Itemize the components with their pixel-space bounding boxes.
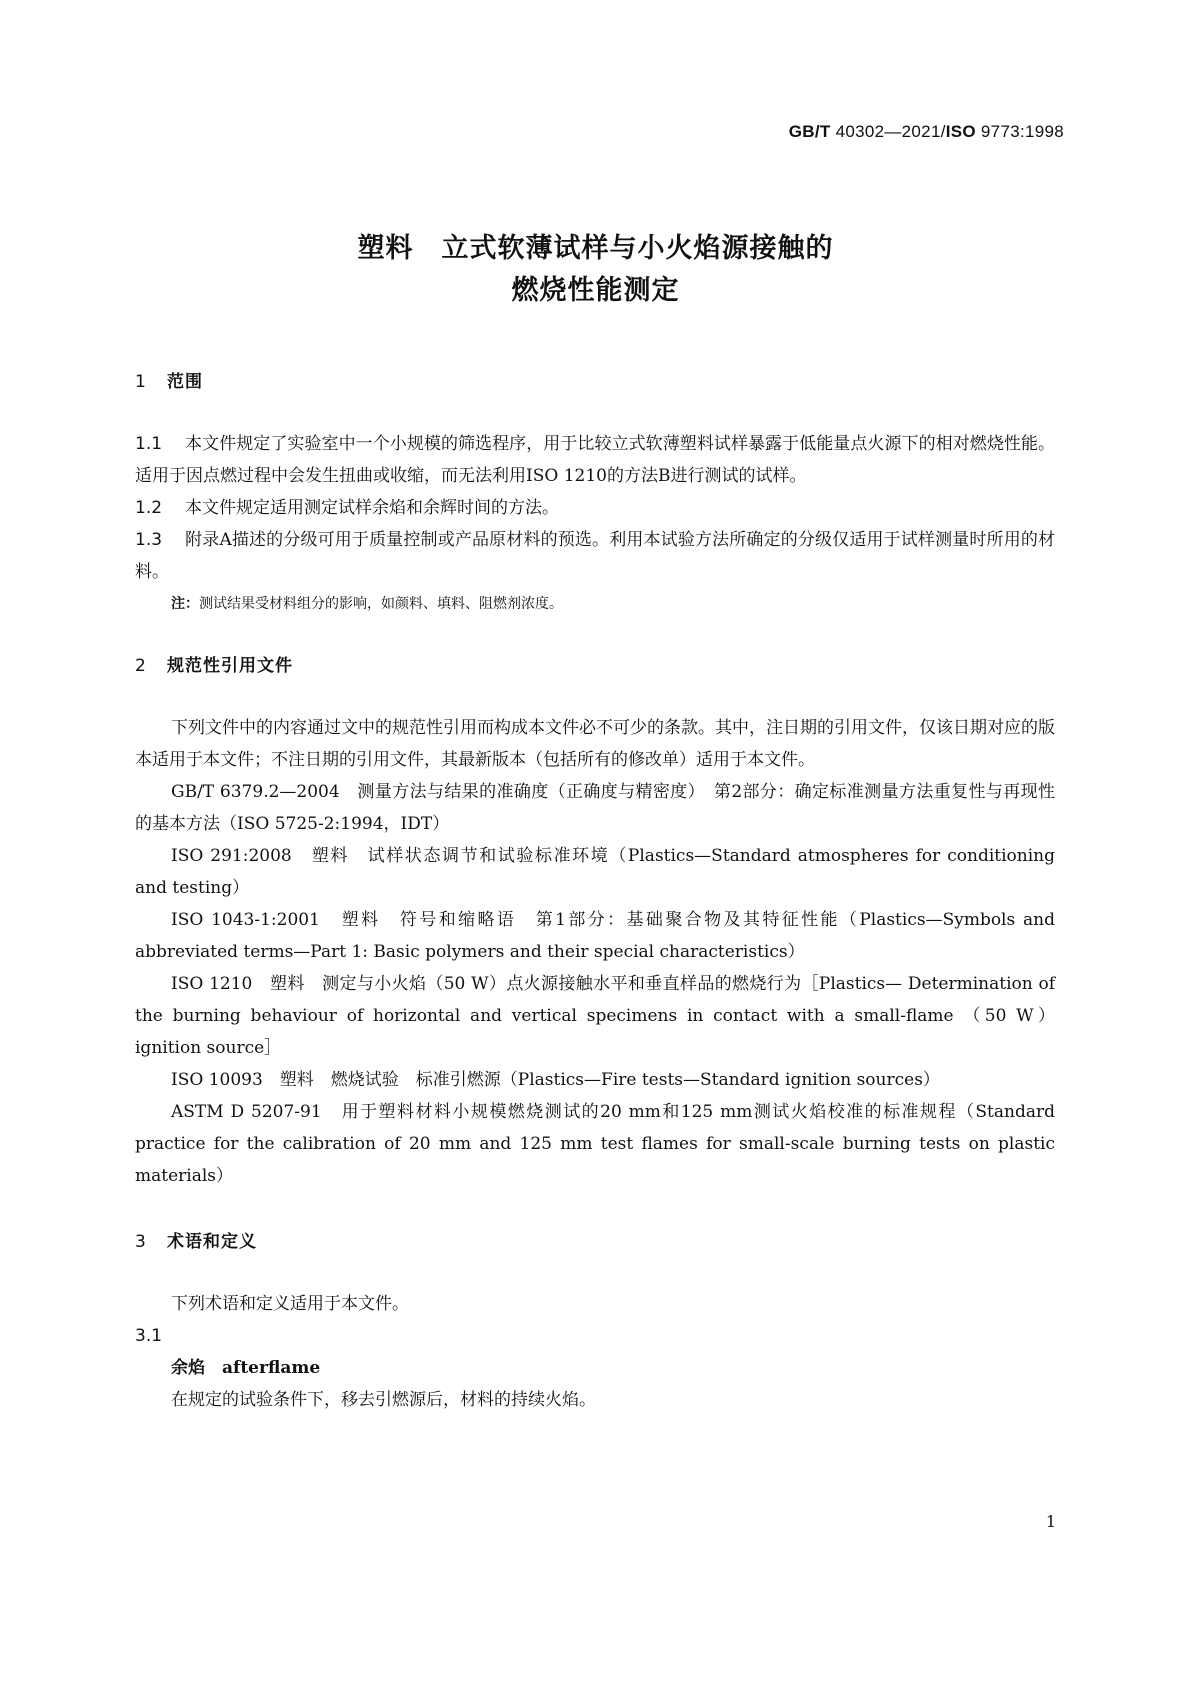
standard-code [789, 122, 1064, 142]
reference-item: ASTM D 5207-91 用于塑料材料小规模燃烧测试的20 mm和125 mm测试火焰校准的标准规程（Standard practice for the calibration of 20 mm and 125 mm test flames for small-scale burning tests on plastic materials） [135, 1102, 1055, 1186]
section-2-intro: 下列文件中的内容通过文中的规范性引用而构成本文件必不可少的条款。其中，注日期的引用文件，仅该日期对应的版本适用于本文件；不注日期的引用文件，其最新版本（包括所有的修改单）适用于本文件。 [135, 718, 1055, 770]
reference-item: ISO 10093 塑料 燃烧试验 标准引燃源（Plastics—Fire tests—Standard ignition sources） [171, 1070, 940, 1090]
document-body [135, 366, 1055, 1416]
reference-item: ISO 1043-1:2001 塑料 符号和缩略语 第1部分：基础聚合物及其特征性能（Plastics—Symbols and abbreviated terms—Part 1: Basic polymers and their special characteristics） [135, 910, 1055, 962]
term-number: 3.1 [135, 1326, 163, 1346]
document-title [0, 228, 1191, 312]
note: 注：测试结果受材料组分的影响，如颜料、填料、阻燃剂浓度。 [171, 596, 563, 612]
reference-item: ISO 1210 塑料 测定与小火焰（50 W）点火源接触水平和垂直样品的燃烧行为［Plastics— Determination of the burning behaviour of horizontal and vertical specimens in contact with a small-flame （50 W） ignition source］ [135, 974, 1055, 1058]
document-title-line-2: 燃烧性能测定 [511, 275, 680, 306]
standard-code-prefix: GB/T [788, 122, 831, 141]
clause-1-2: 1.2 本文件规定适用测定试样余焰和余辉时间的方法。 [135, 498, 559, 518]
standard-code-number: 40302—2021/ [830, 122, 946, 141]
document-title-line-1: 塑料 立式软薄试样与小火焰源接触的 [357, 233, 834, 264]
reference-item: GB/T 6379.2—2004 测量方法与结果的准确度（正确度与精密度） 第2部分：确定标准测量方法重复性与再现性的基本方法（ISO 5725-2:1994，IDT） [135, 782, 1055, 834]
section-1-heading: 1 范围 [135, 372, 203, 392]
term-name: 余焰 afterflame [171, 1358, 321, 1378]
reference-item: ISO 291:2008 塑料 试样状态调节和试验标准环境（Plastics—Standard atmospheres for conditioning and testing） [135, 846, 1055, 898]
section-3-intro: 下列术语和定义适用于本文件。 [171, 1294, 409, 1314]
standard-code-iso-number: 9773:1998 [975, 122, 1064, 141]
clause-1-3: 1.3 附录A描述的分级可用于质量控制或产品原材料的预选。利用本试验方法所确定的分级仅适用于试样测量时所用的材料。 [135, 530, 1055, 582]
clause-1-1: 1.1 本文件规定了实验室中一个小规模的筛选程序，用于比较立式软薄塑料试样暴露于低能量点火源下的相对燃烧性能。适用于因点燃过程中会发生扭曲或收缩，而无法利用ISO 1210的方法B进行测试的试样。 [135, 434, 1055, 486]
section-2-heading: 2 规范性引用文件 [135, 656, 293, 676]
section-3-heading: 3 术语和定义 [135, 1232, 257, 1252]
page-number: 1 [1045, 1512, 1056, 1531]
standard-code-iso: ISO [945, 122, 976, 141]
term-definition: 在规定的试验条件下，移去引燃源后，材料的持续火焰。 [171, 1390, 596, 1410]
